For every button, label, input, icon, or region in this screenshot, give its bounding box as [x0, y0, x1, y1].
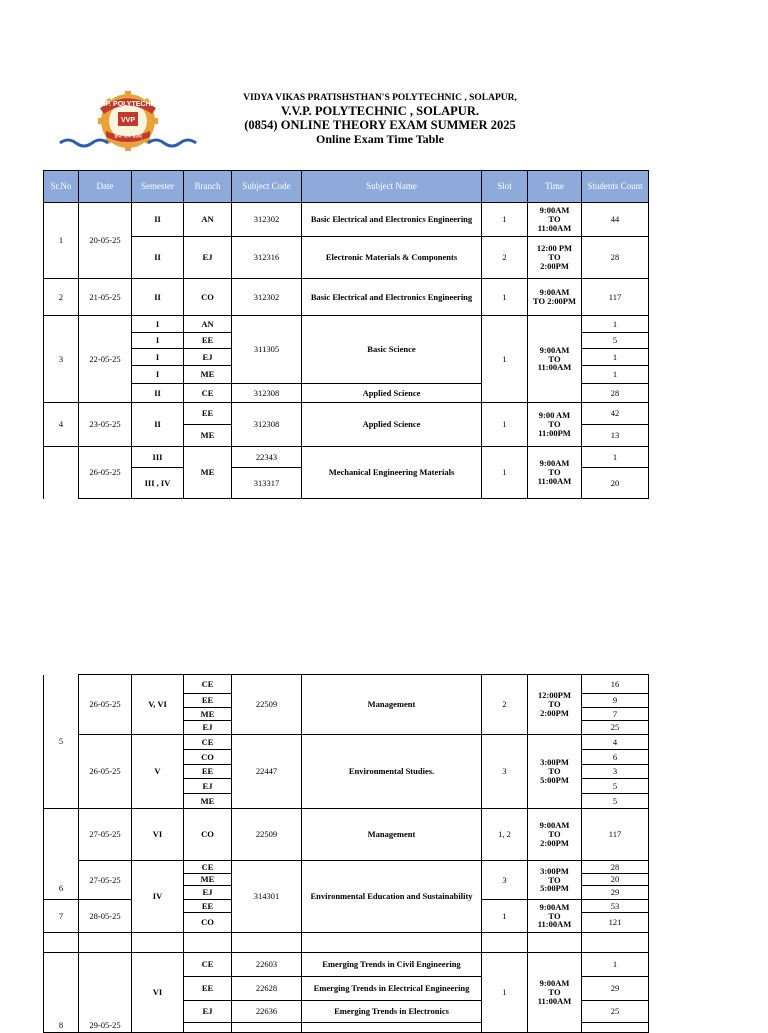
col-header-time: Time: [528, 171, 582, 203]
cell-branch: CE: [184, 384, 232, 403]
col-header-date: Date: [79, 171, 132, 203]
cell-slot: 3: [482, 861, 528, 900]
cell-branch: ME: [184, 874, 232, 886]
cell-branch: ME: [184, 447, 232, 499]
time-to: TO: [548, 467, 561, 478]
cell-time: [528, 735, 582, 809]
table-row: [44, 735, 649, 750]
cell-branch: AN: [184, 203, 232, 237]
cell-subject-name: Basic Science: [302, 316, 482, 384]
cell-count: 1: [582, 953, 649, 977]
cell-count: 1: [582, 316, 649, 333]
cell-date: 27-05-25: [79, 861, 132, 900]
cell-branch: EJ: [184, 237, 232, 279]
cell-slot: 3: [482, 735, 528, 809]
left-wave-icon: [60, 140, 108, 146]
cell-count: 5: [582, 794, 649, 809]
cell-srno: 7: [44, 900, 79, 933]
cell-subject-name: Basic Electrical and Electronics Engineering: [302, 279, 482, 316]
timetable-title: Online Exam Time Table: [316, 131, 444, 146]
col-header-students-count: Students Count: [582, 171, 649, 203]
cell-count: 5: [582, 779, 649, 794]
cell-branch: ME: [184, 708, 232, 721]
logo-motto: ज्ञानं परमं बलम्: [114, 134, 142, 140]
cell-date: 20-05-25: [79, 203, 132, 279]
cell-time: [528, 403, 582, 447]
vvp-polytechnic-logo: [58, 91, 198, 153]
timetable-part-1: [43, 170, 649, 499]
time-to: TO: [548, 829, 561, 840]
cell-srno: 2: [44, 279, 79, 316]
logo-badge-text: VVP: [120, 117, 136, 124]
time-end: 5:00PM: [540, 774, 569, 785]
empty-row: [44, 933, 649, 953]
cell-count: 13: [582, 425, 649, 447]
cell-branch: CO: [184, 279, 232, 316]
table-row: [44, 279, 649, 316]
time-start: 9:00AM: [539, 205, 570, 216]
time-start: 9:00 AM: [538, 410, 571, 421]
empty-cell: [184, 933, 232, 953]
time-to: TO: [548, 252, 561, 263]
time-end: 2:00PM: [540, 260, 569, 271]
time-start: 9:00AM: [539, 901, 570, 912]
cell-semester: VI: [132, 809, 184, 861]
cell-date: 27-05-25: [79, 809, 132, 861]
cell-time: [528, 809, 582, 861]
empty-cell: [302, 1023, 482, 1033]
cell-date: 22-05-25: [79, 316, 132, 403]
cell-semester: III: [132, 447, 184, 468]
cell-subject-name: Mechanical Engineering Materials: [302, 447, 482, 499]
cell-branch: EE: [184, 900, 232, 913]
cell-subject-code: 22447: [232, 735, 302, 809]
cell-semester: I: [132, 366, 184, 384]
cell-subject-code: 312302: [232, 203, 302, 237]
cell-subject-name: Electronic Materials & Components: [302, 237, 482, 279]
cell-subject-code: 311305: [232, 316, 302, 384]
cell-subject-code: 22603: [232, 953, 302, 977]
cell-count: 44: [582, 203, 649, 237]
time-end: 5:00PM: [540, 883, 569, 894]
time-end: 11:00AM: [537, 919, 572, 930]
cell-semester: II: [132, 203, 184, 237]
cell-semester: III , IV: [132, 468, 184, 499]
cell-subject-code: 22509: [232, 675, 302, 735]
empty-cell: [582, 1023, 649, 1033]
col-header-subject-code: Subject Code: [232, 171, 302, 203]
cell-time: [528, 953, 582, 1033]
cell-branch: CO: [184, 809, 232, 861]
cell-subject-code: 312316: [232, 237, 302, 279]
cell-subject-code: 312308: [232, 384, 302, 403]
empty-cell: [44, 933, 79, 953]
cell-count: 1: [582, 349, 649, 366]
time-end: 11:00AM: [537, 222, 572, 233]
time-start: 12:00 PM: [536, 243, 573, 254]
cell-count: 29: [582, 886, 649, 900]
cell-slot: 1: [482, 279, 528, 316]
cell-branch: ME: [184, 366, 232, 384]
cell-branch: AN: [184, 316, 232, 333]
col-header-branch: Branch: [184, 171, 232, 203]
cell-branch: EJ: [184, 349, 232, 366]
cell-count: 7: [582, 708, 649, 721]
timetable-part-2: [43, 674, 649, 1033]
empty-cell: [232, 933, 302, 953]
empty-cell: [302, 933, 482, 953]
table-row: [44, 403, 649, 425]
cell-time: [528, 861, 582, 900]
table-row: [44, 953, 649, 977]
cell-count: 20: [582, 874, 649, 886]
time-to: TO: [548, 874, 561, 885]
cell-count: 42: [582, 403, 649, 425]
cell-count: 117: [582, 279, 649, 316]
time-start: 9:00AM: [539, 820, 570, 831]
cell-count: 16: [582, 675, 649, 694]
cell-branch: EJ: [184, 721, 232, 735]
cell-subject-code: 312302: [232, 279, 302, 316]
time-to: TO: [548, 419, 561, 430]
table-row: [44, 237, 649, 279]
cell-count: 3: [582, 765, 649, 779]
cell-subject-name: Applied Science: [302, 384, 482, 403]
cell-subject-name: Emerging Trends in Electronics: [302, 1001, 482, 1023]
cell-date: 21-05-25: [79, 279, 132, 316]
cell-branch: EE: [184, 977, 232, 1001]
cell-count: 1: [582, 366, 649, 384]
institution-short-name: V.V.P. POLYTECHNIC , SOLAPUR.: [281, 103, 479, 118]
empty-cell: [582, 933, 649, 953]
time-to: TO: [548, 699, 561, 710]
cell-branch: EJ: [184, 779, 232, 794]
cell-subject-name: Management: [302, 675, 482, 735]
cell-branch: ME: [184, 794, 232, 809]
cell-subject-code: 312308: [232, 403, 302, 447]
empty-cell: [79, 933, 132, 953]
cell-subject-code: 22343: [232, 447, 302, 468]
cell-semester: II: [132, 403, 184, 447]
col-header-semester: Semester: [132, 171, 184, 203]
cell-slot: 2: [482, 675, 528, 735]
right-wave-icon: [148, 140, 196, 146]
cell-time: [528, 316, 582, 403]
cell-branch: EE: [184, 333, 232, 349]
cell-count: 117: [582, 809, 649, 861]
time-end: 11:00AM: [537, 995, 572, 1006]
cell-count: 25: [582, 1001, 649, 1023]
cell-semester: V: [132, 735, 184, 809]
cell-srno: 5: [44, 675, 79, 809]
cell-count: 29: [582, 977, 649, 1001]
cell-date: 23-05-25: [79, 403, 132, 447]
time-start: 9:00AM: [539, 344, 570, 355]
cell-semester: V, VI: [132, 675, 184, 735]
cell-branch: CO: [184, 913, 232, 933]
time-end: 2:00PM: [540, 837, 569, 848]
table-row: [44, 809, 649, 861]
table-row: [44, 447, 649, 468]
cell-count: 9: [582, 694, 649, 708]
time-end: 11:00AM: [537, 362, 572, 373]
time-to: TO: [548, 910, 561, 921]
cell-slot: 1: [482, 447, 528, 499]
cell-time: [528, 675, 582, 735]
cell-date: 28-05-25: [79, 900, 132, 933]
cell-count: 121: [582, 913, 649, 933]
cell-time: [528, 279, 582, 316]
empty-cell: [232, 1023, 302, 1033]
cell-branch: CE: [184, 861, 232, 874]
cell-count: 1: [582, 447, 649, 468]
cell-subject-name: Environmental Education and Sustainability: [302, 861, 482, 933]
empty-cell: [132, 933, 184, 953]
cell-count: 28: [582, 237, 649, 279]
cell-subject-name: Environmental Studies.: [302, 735, 482, 809]
time-end: 11:00PM: [538, 427, 571, 438]
time-to: TO: [548, 987, 561, 998]
cell-subject-name: Basic Electrical and Electronics Engineering: [302, 203, 482, 237]
table-header-row: [44, 171, 649, 203]
col-header-srno: Sr.No: [44, 171, 79, 203]
cell-slot: 2: [482, 237, 528, 279]
document-header: [200, 93, 560, 146]
cell-slot: 1: [482, 953, 528, 1033]
cell-date: 26-05-25: [79, 675, 132, 735]
cell-subject-code: 22628: [232, 977, 302, 1001]
time-to: TO: [548, 353, 561, 364]
cell-subject-code: 314301: [232, 861, 302, 933]
cell-semester: II: [132, 384, 184, 403]
time-end: 2:00PM: [540, 707, 569, 718]
empty-cell: [184, 1023, 232, 1033]
cell-srno: 4: [44, 403, 79, 447]
cell-branch: EE: [184, 765, 232, 779]
cell-srno-continued: [44, 447, 79, 499]
cell-time: [528, 203, 582, 237]
cell-semester: IV: [132, 861, 184, 933]
cell-date: 29-05-25: [79, 953, 132, 1033]
cell-semester: II: [132, 279, 184, 316]
table-row: [44, 316, 649, 333]
empty-cell: [528, 933, 582, 953]
cell-slot: 1: [482, 900, 528, 933]
time-end: TO 2:00PM: [532, 296, 577, 306]
cell-subject-name: Applied Science: [302, 403, 482, 447]
cell-branch: EE: [184, 694, 232, 708]
time-end: 11:00AM: [537, 475, 572, 486]
cell-time: [528, 447, 582, 499]
cell-subject-name: Emerging Trends in Civil Engineering: [302, 953, 482, 977]
table-row: [44, 203, 649, 237]
cell-branch: CE: [184, 735, 232, 750]
cell-slot: 1: [482, 403, 528, 447]
time-to: TO: [548, 766, 561, 777]
cell-branch: EE: [184, 403, 232, 425]
time-start: 12:00PM: [537, 690, 572, 701]
col-header-slot: Slot: [482, 171, 528, 203]
cell-date: 26-05-25: [79, 735, 132, 809]
cell-count: 53: [582, 900, 649, 913]
cell-count: 6: [582, 750, 649, 765]
cell-time: [528, 237, 582, 279]
cell-semester: I: [132, 316, 184, 333]
col-header-subject-name: Subject Name: [302, 171, 482, 203]
cell-count: 28: [582, 384, 649, 403]
logo-arc-text: V.V.P. POLYTECHNIC: [93, 101, 163, 108]
empty-cell: [482, 933, 528, 953]
cell-count: 5: [582, 333, 649, 349]
cell-branch: EJ: [184, 886, 232, 900]
cell-srno: 3: [44, 316, 79, 403]
cell-time: [528, 900, 582, 933]
cell-branch: ME: [184, 425, 232, 447]
cell-semester: I: [132, 333, 184, 349]
exam-title: (0854) ONLINE THEORY EXAM SUMMER 2025: [244, 118, 516, 133]
time-start: 3:00PM: [540, 757, 569, 768]
cell-slot: 1: [482, 316, 528, 403]
time-start: 9:00AM: [539, 458, 570, 469]
table-row: [44, 861, 649, 874]
cell-branch: EJ: [184, 1001, 232, 1023]
table-row: [44, 675, 649, 694]
cell-branch: CE: [184, 675, 232, 694]
time-start: 3:00PM: [540, 865, 569, 876]
cell-count: 20: [582, 468, 649, 499]
institution-full-name: VIDYA VIKAS PRATISHSTHAN'S POLYTECHNIC , SOLAPUR,: [243, 93, 517, 103]
time-start: 9:00AM: [539, 978, 570, 989]
cell-branch: CO: [184, 750, 232, 765]
cell-count: 25: [582, 721, 649, 735]
cell-subject-code: 22509: [232, 809, 302, 861]
cell-count: 4: [582, 735, 649, 750]
time-start: 9:00AM: [539, 287, 570, 298]
cell-srno: 6: [44, 809, 79, 900]
time-to: TO: [548, 214, 561, 225]
cell-semester: VI: [132, 953, 184, 1033]
cell-subject-code: 313317: [232, 468, 302, 499]
cell-slot: 1, 2: [482, 809, 528, 861]
cell-slot: 1: [482, 203, 528, 237]
cell-branch: CE: [184, 953, 232, 977]
cell-srno: 8: [44, 953, 79, 1033]
cell-date: 26-05-25: [79, 447, 132, 499]
cell-subject-name: Emerging Trends in Electrical Engineering: [302, 977, 482, 1001]
cell-semester: I: [132, 349, 184, 366]
cell-subject-name: Management: [302, 809, 482, 861]
cell-semester: II: [132, 237, 184, 279]
cell-srno: 1: [44, 203, 79, 279]
cell-count: 28: [582, 861, 649, 874]
cell-subject-code: 22636: [232, 1001, 302, 1023]
